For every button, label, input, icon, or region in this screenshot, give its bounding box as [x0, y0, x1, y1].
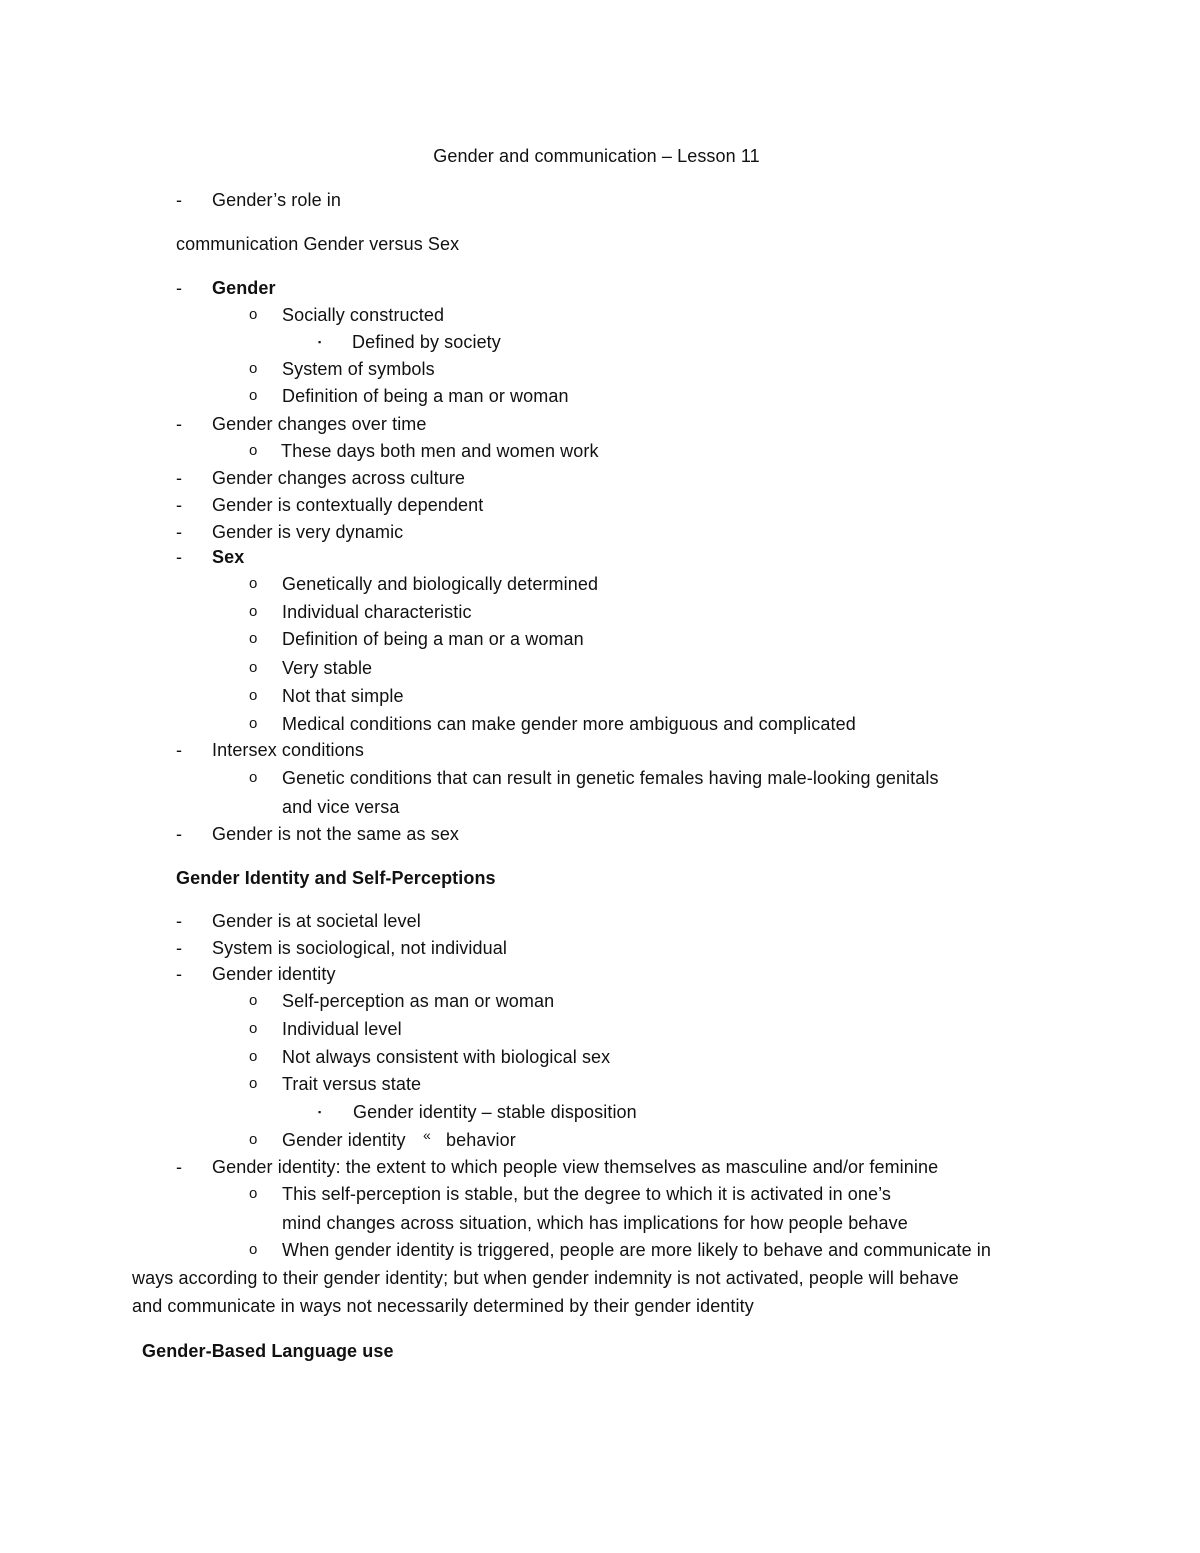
circle-bullet: o [249, 659, 258, 676]
circle-bullet: o [249, 769, 258, 786]
square-bullet: ▪ [318, 337, 322, 347]
circle-bullet: o [249, 1131, 258, 1148]
circle-bullet: o [249, 1048, 258, 1065]
circle-bullet: o [249, 1075, 258, 1092]
list-item: Medical conditions can make gender more ambiguous and complicated [282, 714, 856, 734]
list-item-continuation: ways according to their gender identity; but when gender indemnity is not activated, people will behave [132, 1268, 959, 1288]
list-item-heading: Gender [212, 278, 276, 298]
arrow-symbol: « [423, 1127, 431, 1143]
circle-bullet: o [249, 1020, 258, 1037]
list-item-continuation: and vice versa [282, 797, 400, 817]
list-item: This self-perception is stable, but the degree to which it is activated in one’s [282, 1184, 891, 1204]
dash-bullet: - [176, 190, 183, 210]
circle-bullet: o [249, 630, 258, 647]
list-item: behavior [446, 1130, 516, 1150]
list-item: Gender’s role in [212, 190, 342, 210]
dash-bullet: - [176, 495, 183, 515]
list-item: Socially constructed [282, 305, 445, 325]
list-item: Gender is contextually dependent [212, 495, 484, 515]
list-item: Definition of being a man or woman [282, 386, 569, 406]
circle-bullet: o [249, 1185, 258, 1202]
list-item: Self-perception as man or woman [282, 991, 555, 1011]
list-item: Intersex conditions [212, 740, 364, 760]
list-item-heading: Sex [212, 547, 245, 567]
dash-bullet: - [176, 468, 183, 488]
page-title: Gender and communication – Lesson 11 [433, 146, 760, 166]
list-item: Gender changes over time [212, 414, 427, 434]
list-item: Gender is very dynamic [212, 522, 404, 542]
circle-bullet: o [249, 575, 258, 592]
list-item: Individual characteristic [282, 602, 472, 622]
circle-bullet: o [249, 387, 258, 404]
list-item: Genetically and biologically determined [282, 574, 599, 594]
circle-bullet: o [249, 992, 258, 1009]
circle-bullet: o [249, 442, 258, 459]
dash-bullet: - [176, 522, 183, 542]
list-item: When gender identity is triggered, people are more likely to behave and communicate in [282, 1240, 991, 1260]
list-item: Gender is at societal level [212, 911, 421, 931]
list-item-continuation: and communicate in ways not necessarily determined by their gender identity [132, 1296, 754, 1316]
circle-bullet: o [249, 603, 258, 620]
dash-bullet: - [176, 547, 183, 567]
list-item: Gender is not the same as sex [212, 824, 460, 844]
list-item: Very stable [282, 658, 373, 678]
dash-bullet: - [176, 964, 183, 984]
square-bullet: ▪ [318, 1107, 322, 1117]
dash-bullet: - [176, 938, 183, 958]
list-item: Gender identity – stable disposition [353, 1102, 637, 1122]
paragraph: communication Gender versus Sex [176, 234, 460, 254]
dash-bullet: - [176, 740, 183, 760]
circle-bullet: o [249, 360, 258, 377]
list-item: Definition of being a man or a woman [282, 629, 584, 649]
list-item: Defined by society [352, 332, 501, 352]
list-item: Genetic conditions that can result in genetic females having male-looking genitals [282, 768, 939, 788]
dash-bullet: - [176, 911, 183, 931]
list-item-continuation: mind changes across situation, which has implications for how people behave [282, 1213, 908, 1233]
list-item: These days both men and women work [281, 441, 599, 461]
circle-bullet: o [249, 687, 258, 704]
dash-bullet: - [176, 1157, 183, 1177]
dash-bullet: - [176, 414, 183, 434]
list-item: Trait versus state [282, 1074, 422, 1094]
circle-bullet: o [249, 715, 258, 732]
section-heading: Gender-Based Language use [142, 1341, 394, 1361]
circle-bullet: o [249, 1241, 258, 1258]
list-item: Gender changes across culture [212, 468, 466, 488]
list-item: Gender identity [282, 1130, 406, 1150]
list-item: System is sociological, not individual [212, 938, 507, 958]
list-item: Not that simple [282, 686, 404, 706]
list-item: Gender identity: the extent to which people view themselves as masculine and/or feminine [212, 1157, 939, 1177]
list-item: System of symbols [282, 359, 435, 379]
section-heading: Gender Identity and Self-Perceptions [176, 868, 496, 888]
list-item: Gender identity [212, 964, 336, 984]
dash-bullet: - [176, 278, 183, 298]
list-item: Individual level [282, 1019, 402, 1039]
dash-bullet: - [176, 824, 183, 844]
circle-bullet: o [249, 306, 258, 323]
list-item: Not always consistent with biological sex [282, 1047, 611, 1067]
